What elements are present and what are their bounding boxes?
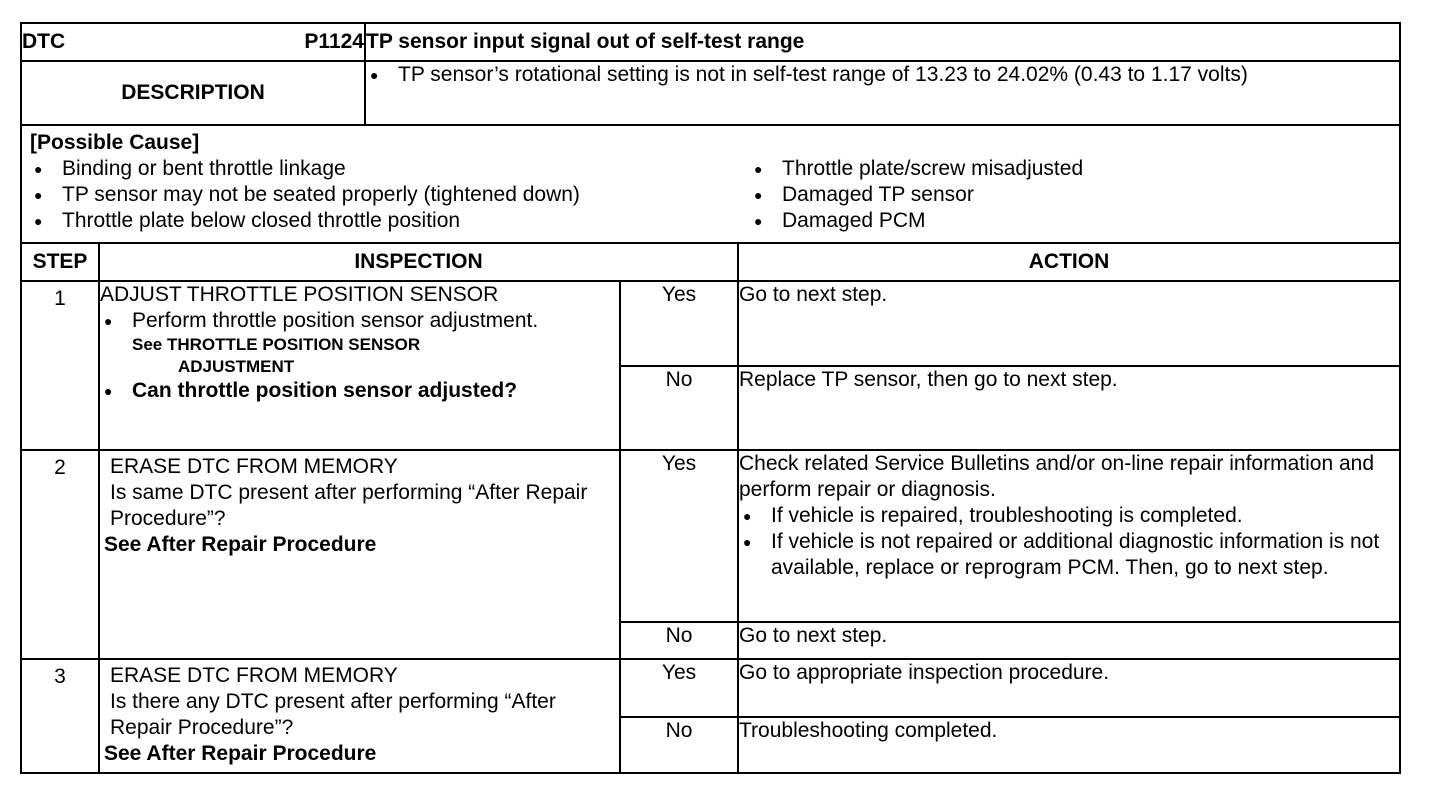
step-number: 1 [21,281,99,450]
column-header-row [21,243,1400,281]
cause-item: ● Throttle plate below closed throttle position [30,208,750,234]
step-title: ERASE DTC FROM MEMORY [110,455,398,478]
no-label: No [620,717,738,773]
yes-action-intro: Check related Service Bulletins and/or on-line repair information and perform repair or diagnosis. [739,452,1375,501]
no-action: Troubleshooting completed. [738,717,1400,773]
yes-label: Yes [620,450,738,622]
description-cell [365,61,1400,125]
see-reference: See After Repair Procedure [104,742,377,765]
step-1-yes-row [21,281,1400,366]
step-question: ● Can throttle position sensor adjusted? [100,378,619,404]
step-title: ADJUST THROTTLE POSITION SENSOR [100,283,499,306]
column-action: ACTION [738,243,1400,281]
yes-action-bullet: ● If vehicle is not repaired or additional diagnostic information is not available, replace or reprogram PCM. Then, go to next step. [739,529,1399,581]
description-label: DESCRIPTION [21,61,365,125]
dtc-label: DTC [22,30,66,53]
step-2-yes-row [21,450,1400,622]
step-question: Is there any DTC present after performing “After Repair Procedure”? [110,690,556,739]
step-title: ERASE DTC FROM MEMORY [110,664,398,687]
cause-item: ● Damaged TP sensor [750,182,1391,208]
see-reference: See THROTTLE POSITION SENSOR [132,335,421,354]
cause-item: ● TP sensor may not be seated properly (tightened down) [30,182,750,208]
step-question: Is same DTC present after performing “After Repair Procedure”? [110,481,588,530]
step-3-inspection [99,659,620,773]
dtc-code-cell [21,23,365,61]
no-label: No [620,366,738,450]
cause-item: ● Binding or bent throttle linkage [30,156,750,182]
cause-item: ● Throttle plate/screw misadjusted [750,156,1391,182]
step-2-inspection [99,450,620,659]
no-label: No [620,622,738,659]
possible-cause-heading: [Possible Cause] [30,131,200,154]
step-number: 3 [21,659,99,773]
dtc-title: TP sensor input signal out of self-test range [365,23,1400,61]
see-reference-cont: ADJUSTMENT [178,357,295,376]
yes-action: Go to appropriate inspection procedure. [738,659,1400,717]
possible-cause-cell [21,125,1400,243]
cause-item: ● Damaged PCM [750,208,1391,234]
yes-action-bullet: ● If vehicle is repaired, troubleshooting is completed. [739,503,1399,529]
dtc-document [20,22,1399,774]
yes-action: Go to next step. [738,281,1400,366]
header-row [21,23,1400,61]
description-row [21,61,1400,125]
step-3-yes-row [21,659,1400,717]
possible-cause-left-list [30,156,750,234]
yes-action [738,450,1400,622]
step-number: 2 [21,450,99,659]
no-action: Go to next step. [738,622,1400,659]
possible-cause-right-list [750,156,1391,234]
possible-cause-row [21,125,1400,243]
dtc-table [20,22,1401,774]
no-action: Replace TP sensor, then go to next step. [738,366,1400,450]
step-1-inspection [99,281,620,450]
yes-label: Yes [620,659,738,717]
column-step: STEP [21,243,99,281]
dtc-code: P1124 [304,30,364,53]
see-reference: See After Repair Procedure [104,533,377,556]
yes-label: Yes [620,281,738,366]
description-text: ● TP sensor’s rotational setting is not in self-test range of 13.23 to 24.02% (0.43 to 1.17 volts) [366,62,1399,88]
step-instruction: ● Perform throttle position sensor adjustment. [100,308,619,334]
column-inspection: INSPECTION [99,243,738,281]
